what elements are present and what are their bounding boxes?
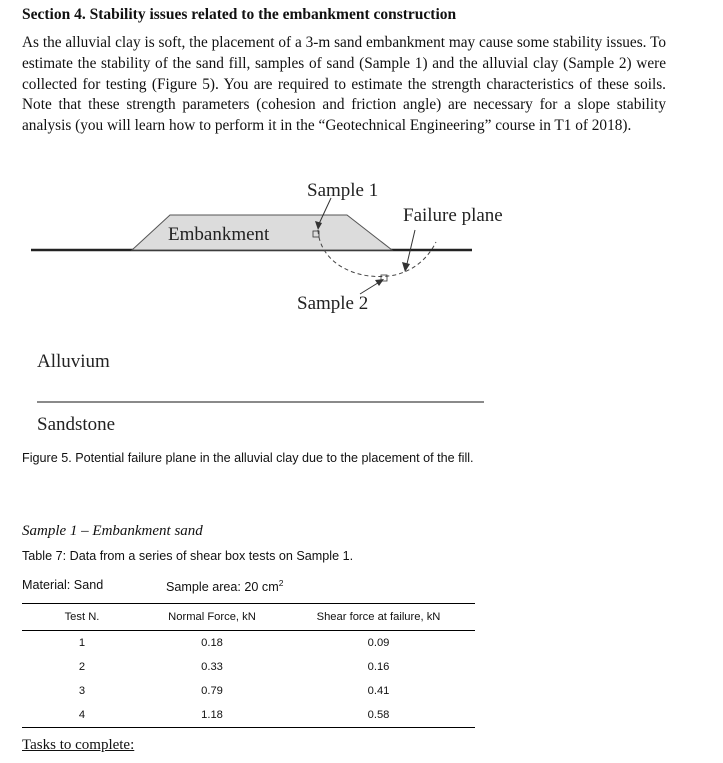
table-cell: 0.41	[367, 685, 390, 697]
table-cell: 1	[78, 637, 86, 649]
embankment-label: Embankment	[168, 224, 270, 245]
sample2-label: Sample 2	[297, 293, 369, 314]
failure-plane-label: Failure plane	[403, 205, 503, 226]
table-row	[22, 631, 475, 656]
figure-caption: Figure 5. Potential failure plane in the alluvial clay due to the placement of the fill.	[22, 451, 474, 465]
table-row	[22, 703, 475, 728]
col-header-shear-force: Shear force at failure, kN	[282, 604, 475, 631]
table-cell: 0.79	[201, 685, 223, 697]
shear-box-table	[22, 603, 475, 728]
table-cell: 0.33	[201, 661, 223, 673]
alluvium-label: Alluvium	[37, 351, 110, 372]
failure-plane-figure	[0, 170, 723, 450]
table-row	[22, 679, 475, 703]
sample1-label: Sample 1	[307, 180, 379, 201]
col-header-normal-force: Normal Force, kN	[142, 604, 282, 631]
table-cell: 0.09	[367, 637, 390, 649]
table-header-row	[22, 604, 475, 631]
intro-paragraph: As the alluvial clay is soft, the placement of a 3-m sand embankment may cause some stability issues. To estimate the stability of the sand fill, samples of sand (Sample 1) and the alluvial clay (Sample 2) were collected for testing (Figure 5). You are required to estimate the strength characteristics of these soils. Note that these strength parameters (cohesion and friction angle) are necessary for a slope stability analysis (you will learn how to perform it in the “Geotechnical Engineering” course in T1 of 2018).	[22, 34, 666, 135]
table-cell: 4	[22, 703, 142, 728]
table-cell: 3	[78, 685, 86, 697]
col-header-test: Test N.	[22, 604, 142, 631]
sample-area-label: Sample area: 20 $cm^2$	[166, 578, 284, 595]
material-label: Material: Sand	[22, 578, 104, 592]
tasks-heading: Tasks to complete:	[22, 737, 135, 753]
table-row	[22, 655, 475, 679]
table-caption: Table 7: Data from a series of shear box tests on Sample 1.	[22, 549, 354, 563]
table-cell: 0.16	[367, 661, 390, 673]
section-heading: Section 4. Stability issues related to the embankment construction	[22, 6, 457, 23]
table-cell: 0.58	[282, 703, 475, 728]
table-cell: 2	[78, 661, 86, 673]
sample1-subtitle: Sample 1 – Embankment sand	[22, 523, 203, 539]
table-cell: 1.18	[142, 703, 282, 728]
sample2-arrowhead	[375, 279, 384, 286]
sandstone-label: Sandstone	[37, 414, 116, 435]
table-cell: 0.18	[201, 637, 223, 649]
